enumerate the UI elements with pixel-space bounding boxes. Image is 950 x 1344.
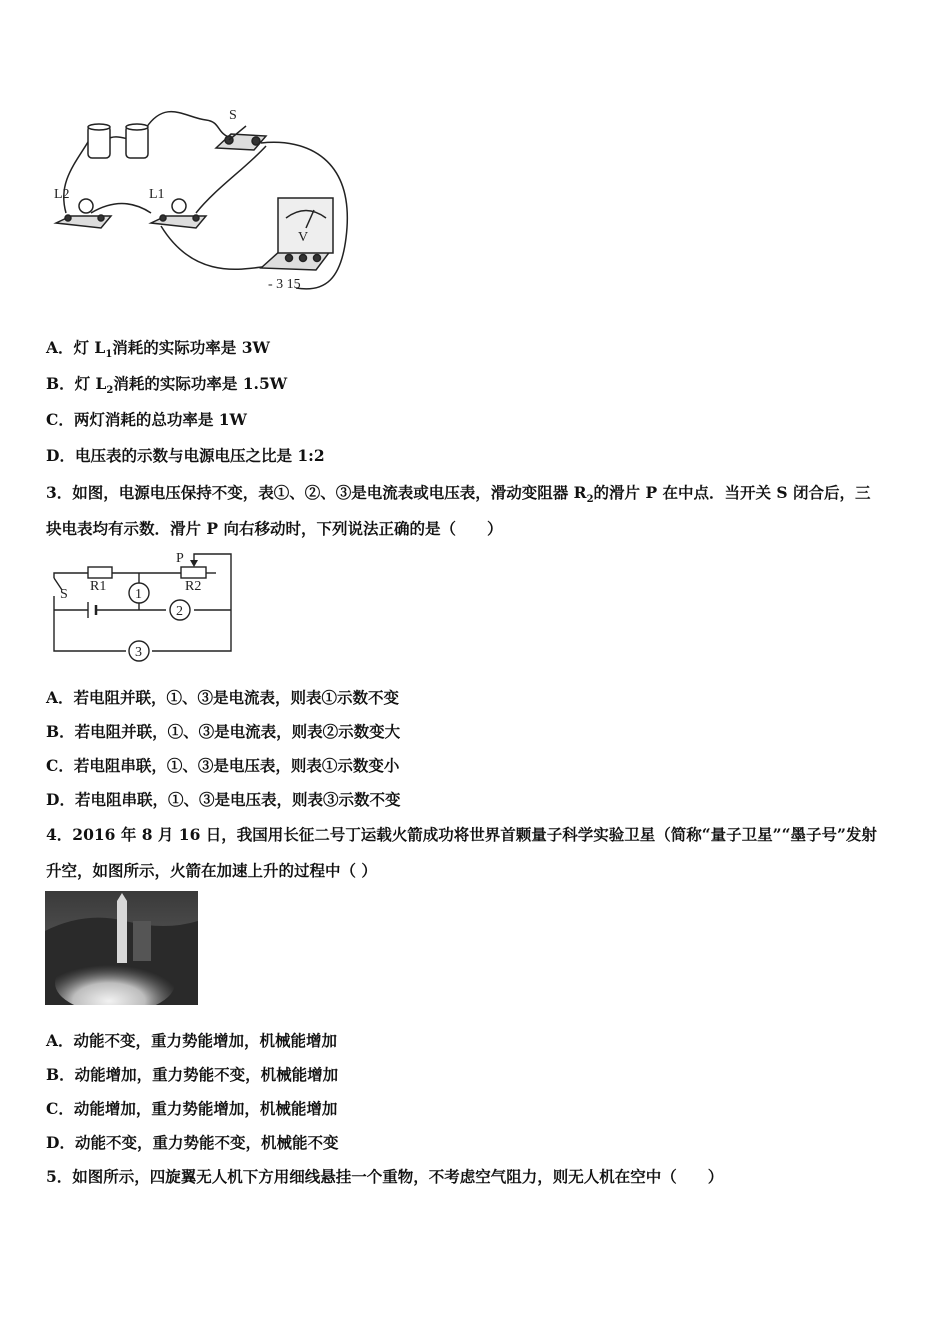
resistor-r1-icon	[88, 567, 112, 578]
meter-3-label: 3	[135, 645, 142, 660]
resistor-r2-icon	[181, 567, 206, 578]
q4-option-b[interactable]: B．动能增加，重力势能不变，机械能增加	[46, 1065, 339, 1084]
q3-stem-line2: 块电表均有示数．滑片 P 向右移动时，下列说法正确的是（ ）	[46, 519, 503, 538]
r2-label: R2	[185, 579, 202, 594]
slider-arrow-icon	[190, 560, 198, 567]
lamp-l2-label: L2	[54, 187, 70, 202]
lamp-l1-label: L1	[149, 187, 165, 202]
q3-stem-line1: 3．如图，电源电压保持不变，表①、②、③是电流表或电压表，滑动变阻器 $R_2$的滑片 P 在中点．当开关 S 闭合后，三	[46, 483, 871, 506]
slider-p-label: P	[176, 551, 184, 566]
voltmeter-icon	[261, 198, 333, 270]
circuit-figure-q3	[46, 548, 234, 663]
q3-option-a[interactable]: A．若电阻并联，①、③是电流表，则表①示数不变	[46, 688, 400, 707]
circuit-figure-1	[46, 98, 356, 298]
q3-option-d[interactable]: D．若电阻串联，①、③是电压表，则表③示数不变	[46, 790, 401, 809]
q4-option-a[interactable]: A．动能不变，重力势能增加，机械能增加	[46, 1031, 338, 1050]
q4-stem-line1: 4．2016 年 8 月 16 日，我国用长征二号丁运载火箭成功将世界首颗量子科学实验卫星（简称“量子卫星”“墨子号”发射	[46, 825, 877, 844]
q4-option-d[interactable]: D．动能不变，重力势能不变，机械能不变	[46, 1133, 339, 1152]
q5-stem-line1: 5．如图所示，四旋翼无人机下方用细线悬挂一个重物，不考虑空气阻力，则无人机在空中（ ）	[46, 1167, 724, 1186]
switch-s-label: S	[60, 587, 68, 602]
q2-option-b[interactable]: B．灯 $L_2$消耗的实际功率是 1.5W	[46, 374, 288, 397]
battery-icon	[88, 124, 148, 158]
q2-option-a[interactable]: A．灯 $L_1$消耗的实际功率是 3W	[46, 338, 270, 361]
q2-option-c[interactable]: C．两灯消耗的总功率是 1W	[46, 410, 247, 429]
meter-2-label: 2	[176, 604, 183, 619]
terminal-labels: - 3 15	[268, 277, 301, 292]
meter-1-label: 1	[135, 587, 142, 602]
q3-option-c[interactable]: C．若电阻串联，①、③是电压表，则表①示数变小	[46, 756, 400, 775]
voltmeter-label: V	[298, 230, 309, 245]
switch-label: S	[229, 108, 237, 123]
q4-option-c[interactable]: C．动能增加，重力势能增加，机械能增加	[46, 1099, 338, 1118]
switch-icon	[216, 126, 266, 150]
rocket-photo	[45, 891, 198, 1005]
r1-label: R1	[90, 579, 107, 594]
q4-stem-line2: 升空，如图所示，火箭在加速上升的过程中（ ）	[46, 861, 377, 880]
lamp-icon	[151, 199, 206, 228]
q2-option-d[interactable]: D．电压表的示数与电源电压之比是 1:2	[46, 446, 325, 465]
q3-option-b[interactable]: B．若电阻并联，①、③是电流表，则表②示数变大	[46, 722, 401, 741]
